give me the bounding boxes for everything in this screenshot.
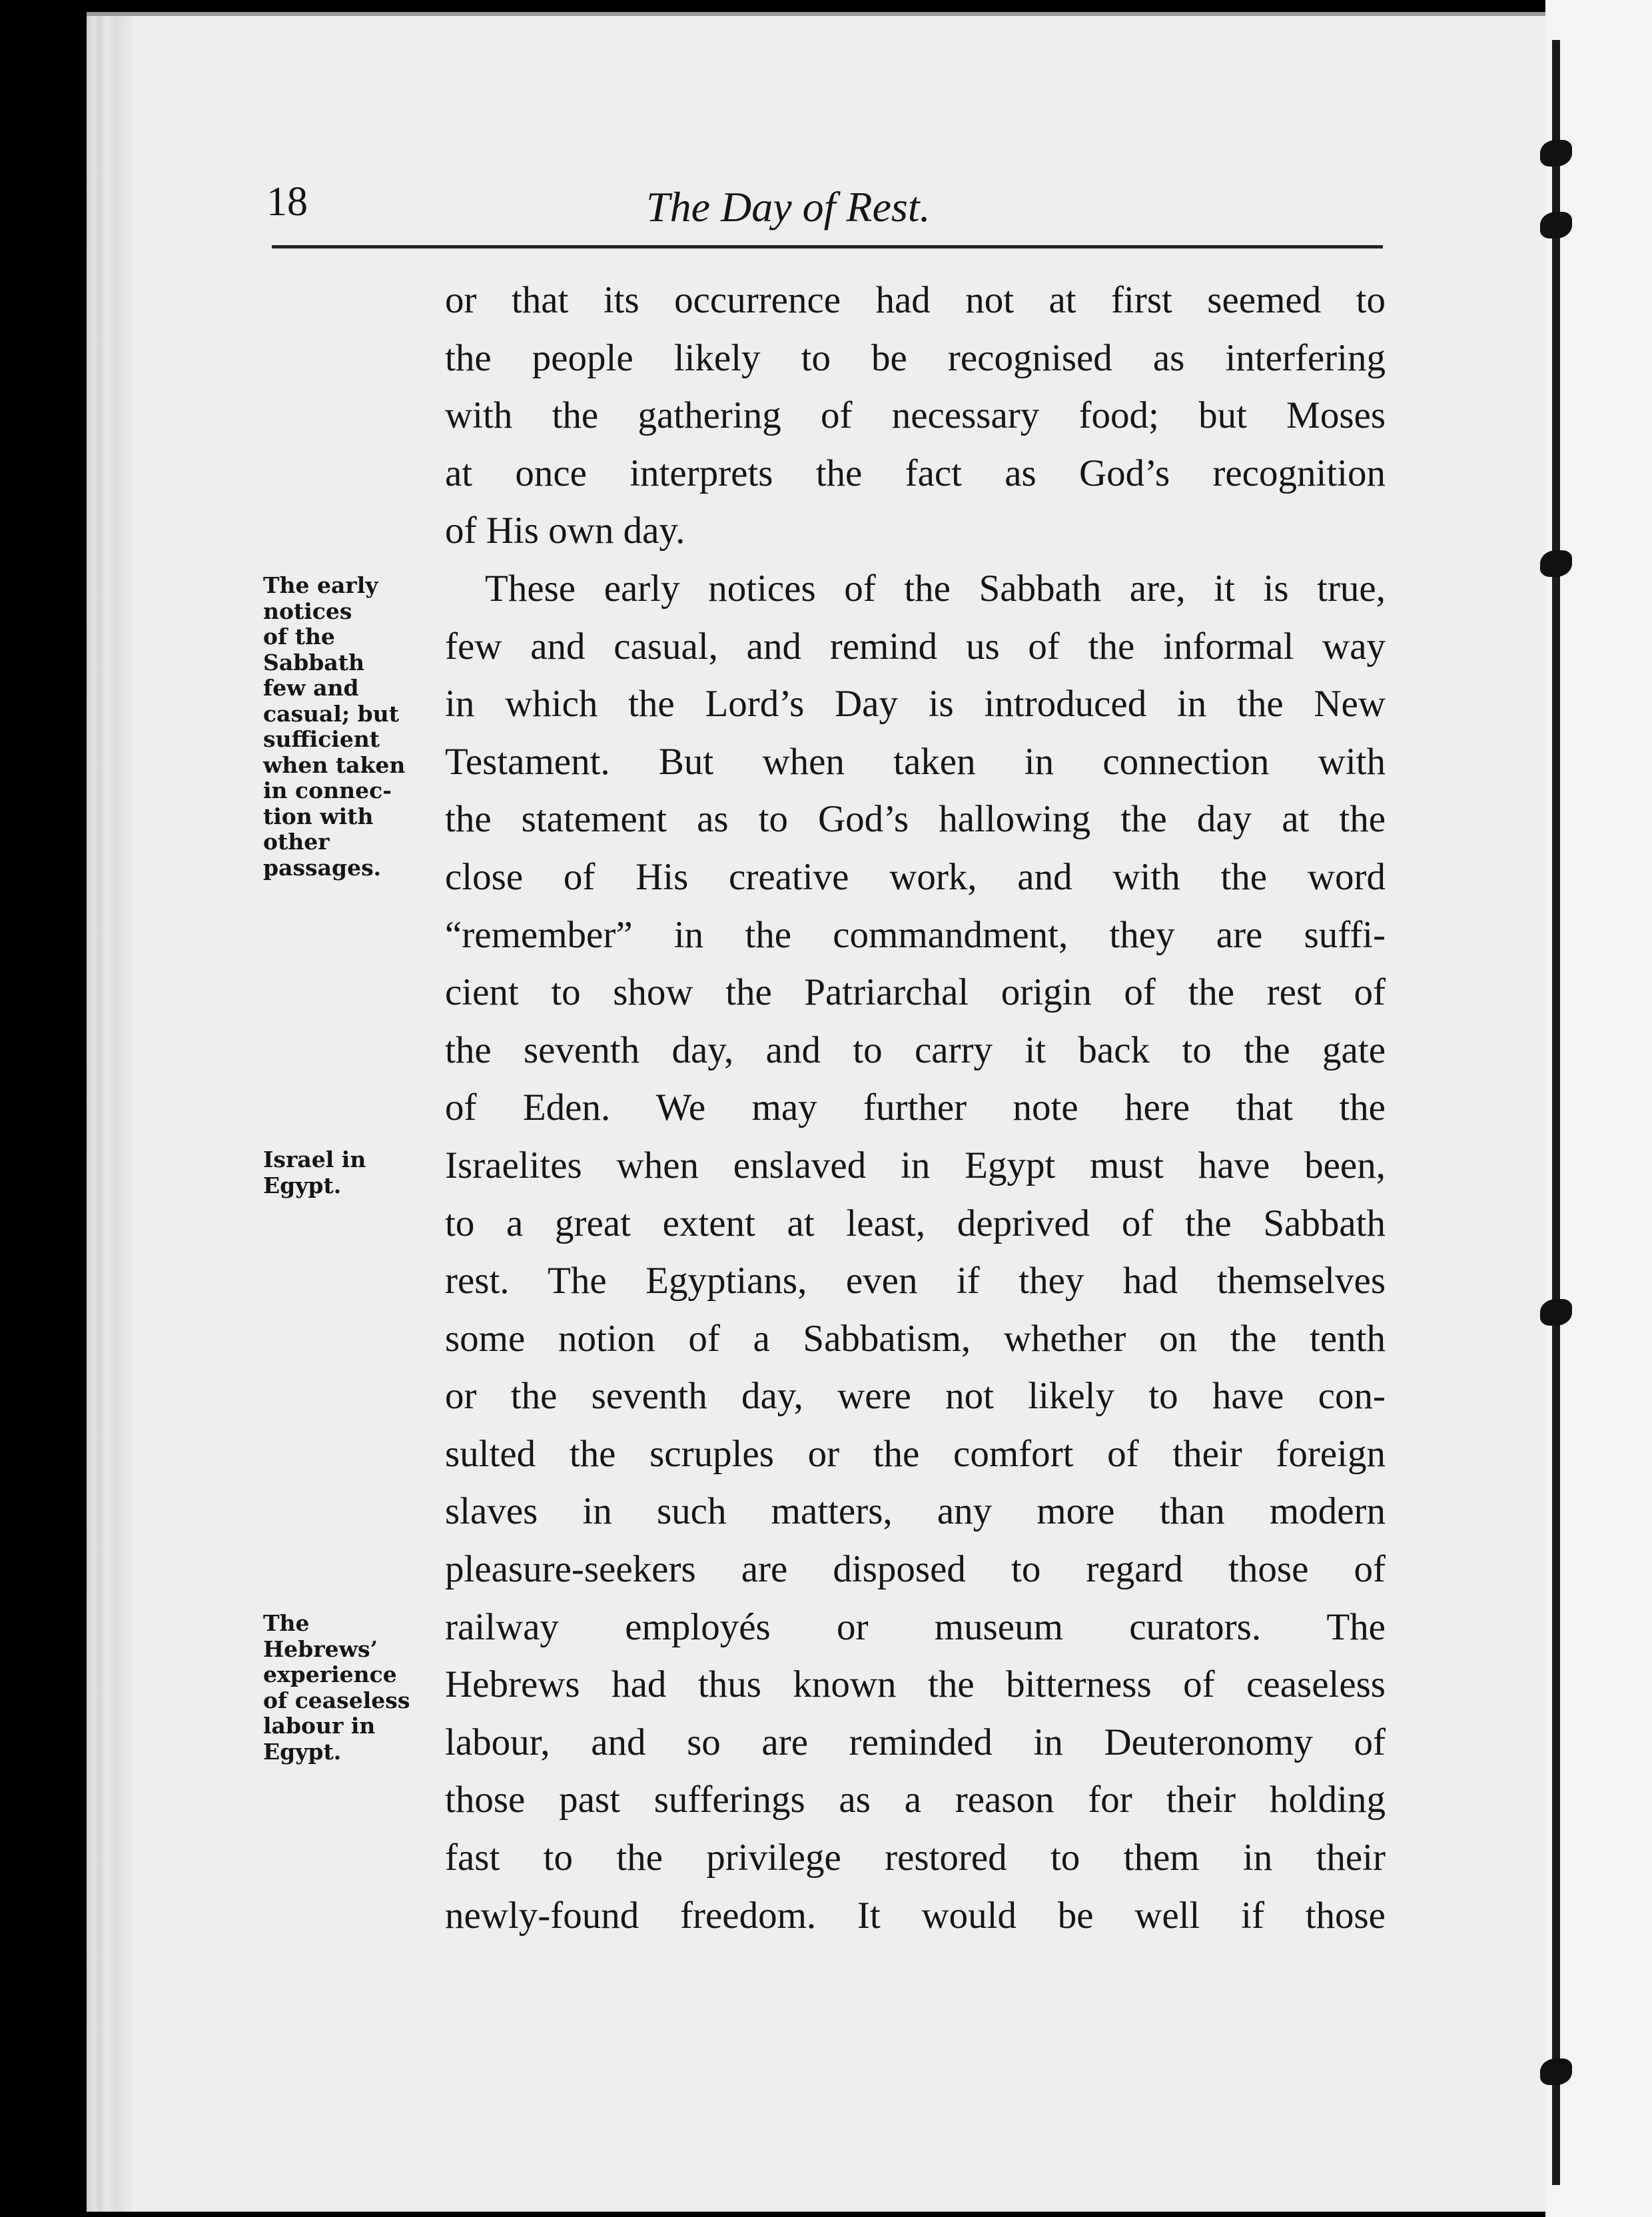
binding-gutter	[1545, 0, 1652, 2217]
header-rule	[272, 245, 1383, 248]
text-line: “remember” in the commandment, they are suffi-	[445, 913, 1386, 956]
text-line: sulted the scruples or the comfort of their foreign	[445, 1432, 1386, 1475]
sidenote-line: Hebrews’	[263, 1635, 378, 1662]
sidenote-line: Egypt.	[263, 1738, 342, 1765]
text-line: or that its occurrence had not at first seemed to	[445, 279, 1386, 321]
text-line: These early notices of the Sabbath are, it is true,	[485, 567, 1386, 610]
text-line: in which the Lord’s Day is introduced in the New	[445, 683, 1386, 725]
binding-stitch	[1540, 140, 1572, 167]
sidenote-line: of ceaseless	[263, 1687, 410, 1713]
body-text	[445, 272, 1386, 1945]
page-number: 18	[266, 179, 308, 224]
binding-stitch	[1540, 212, 1572, 238]
sidenote-line: The early	[263, 572, 378, 598]
binding-stitch	[1540, 550, 1572, 577]
text-line: Israelites when enslaved in Egypt must have been,	[445, 1144, 1386, 1186]
text-line: of His own day.	[445, 510, 685, 552]
text-line: the people likely to be recognised as interfering	[445, 336, 1386, 379]
sidenote-line: sufficient	[263, 726, 380, 752]
sidenote-line: Sabbath	[263, 649, 364, 675]
sidenote-line: The	[263, 1610, 310, 1636]
binding-stitch	[1540, 2058, 1572, 2085]
text-line: at once interprets the fact as God’s recognition	[445, 452, 1386, 494]
page-header	[266, 172, 1386, 232]
sidenote-line: tion with	[263, 803, 374, 829]
text-line: with the gathering of necessary food; but Moses	[445, 394, 1386, 437]
text-line: few and casual, and remind us of the informal way	[445, 625, 1386, 667]
sidenote-line: notices	[263, 598, 352, 624]
text-line: or the seventh day, were not likely to have con-	[445, 1375, 1386, 1418]
binding-stitch	[1540, 1299, 1572, 1326]
sidenote-line: of the	[263, 624, 335, 650]
sidenote-line: passages.	[263, 854, 382, 881]
text-line: close of His creative work, and with the word	[445, 855, 1386, 898]
text-line: some notion of a Sabbatism, whether on the tenth	[445, 1317, 1386, 1360]
text-line: railway employés or museum curators. The	[445, 1605, 1386, 1648]
text-line: to a great extent at least, deprived of the Sabbath	[445, 1202, 1386, 1244]
sidenote-line: other	[263, 829, 330, 855]
sidenote-line: Egypt.	[263, 1172, 342, 1198]
text-line: newly-found freedom. It would be well if those	[445, 1894, 1386, 1937]
text-line: of Eden. We may further note here that the	[445, 1087, 1386, 1129]
sidenote-line: labour in	[263, 1713, 376, 1739]
text-line: the statement as to God’s hallowing the day at the	[445, 798, 1386, 841]
sidenote-line: in connec-	[263, 777, 392, 803]
sidenote-line: experience	[263, 1661, 397, 1687]
text-line: those past sufferings as a reason for their holding	[445, 1779, 1386, 1821]
text-line: Testament. But when taken in connection with	[445, 740, 1386, 783]
text-line: cient to show the Patriarchal origin of the rest of	[445, 971, 1386, 1014]
text-line: fast to the privilege restored to them in their	[445, 1837, 1386, 1879]
page-stack-edge	[87, 13, 133, 2212]
sidenote-line: Israel in	[263, 1146, 366, 1172]
sidenote-israel-egypt	[263, 1147, 430, 1198]
sidenote-line: when taken	[263, 751, 406, 778]
text-line: pleasure-seekers are disposed to regard those of	[445, 1548, 1386, 1591]
page-top-edge	[87, 12, 1552, 16]
running-title: The Day of Rest.	[646, 183, 931, 230]
text-line: labour, and so are reminded in Deuteronomy of	[445, 1721, 1386, 1763]
sidenote-line: few and	[263, 675, 359, 701]
sidenote-hebrews-labour	[263, 1611, 430, 1765]
sidenote-early-notices	[263, 573, 430, 881]
text-line: Hebrews had thus known the bitterness of ceaseless	[445, 1663, 1386, 1706]
text-line: rest. The Egyptians, even if they had themselves	[445, 1260, 1386, 1302]
binding-thread	[1552, 40, 1560, 2185]
text-line: slaves in such matters, any more than modern	[445, 1490, 1386, 1533]
text-line: the seventh day, and to carry it back to the gate	[445, 1029, 1386, 1071]
sidenote-line: casual; but	[263, 700, 399, 727]
